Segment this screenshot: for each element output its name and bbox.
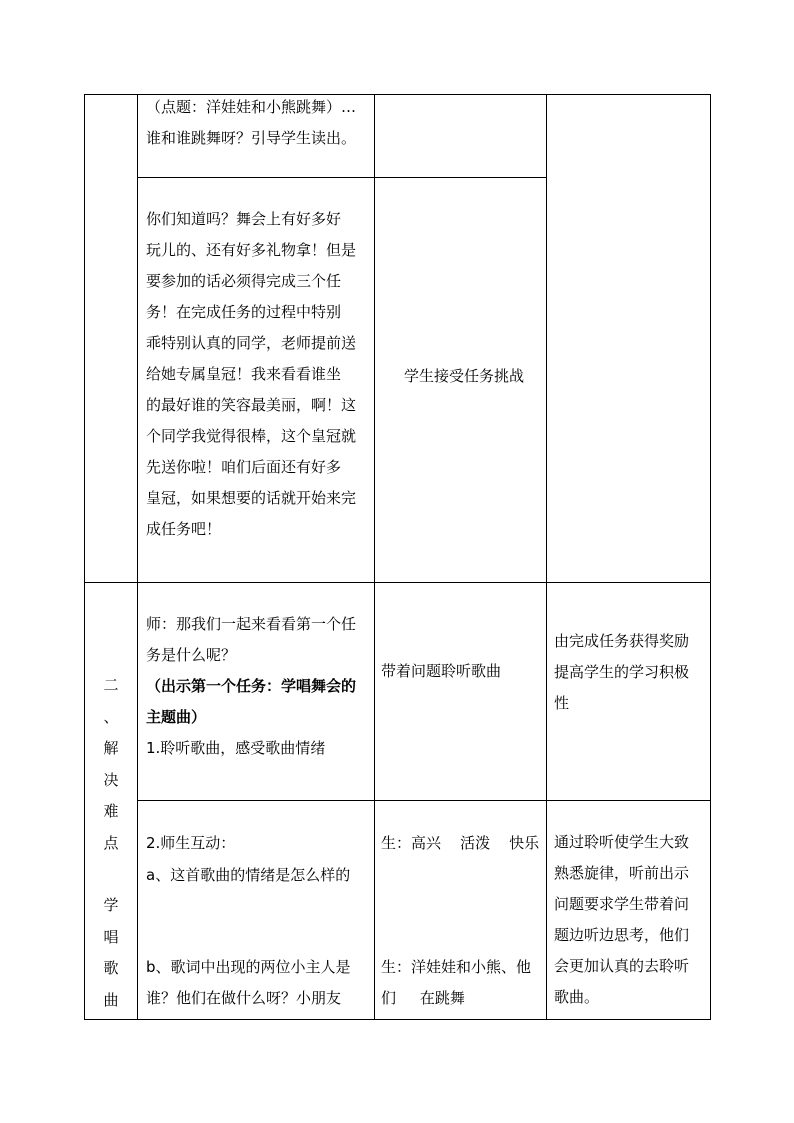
content-line: 给她专属皇冠！我来看看谁坐 — [146, 365, 342, 383]
content-line: a、这首歌曲的情绪是怎么样的 — [146, 866, 351, 884]
content-line: 2.师生互动： — [146, 834, 236, 852]
student-activity: 生：高兴 活泼 快乐 — [381, 834, 540, 852]
intent-line: 会更加认真的去聆听 — [554, 957, 690, 975]
content-line: 的最好谁的笑容最美丽，啊！这 — [146, 396, 357, 414]
table-border-right — [710, 94, 711, 1020]
stage-char: 决 — [103, 770, 119, 789]
stage-char: 曲 — [103, 990, 119, 1009]
intent-line: 提高学生的学习积极 — [554, 663, 690, 681]
content-line: 乖特别认真的同学，老师提前送 — [146, 334, 357, 352]
row3-intent-cell — [554, 626, 689, 719]
column-divider-1 — [137, 94, 138, 1020]
content-line: 谁？他们在做什么呀？小朋友 — [146, 989, 342, 1007]
column-divider-3 — [546, 94, 547, 1020]
row-divider-2 — [84, 582, 711, 583]
intent-line: 熟悉旋律，听前出示 — [554, 864, 690, 882]
row4-content-cell-b — [146, 952, 351, 1014]
table-border-left — [84, 94, 85, 1020]
intent-line: 性 — [554, 694, 570, 712]
content-line: 个同学我觉得很棒，这个皇冠就 — [146, 427, 357, 445]
stage-char: 、 — [103, 707, 119, 726]
stage-char: 解 — [103, 739, 119, 757]
content-line: 师：那我们一起来看看第一个任 — [146, 615, 357, 633]
content-line: 成任务吧！ — [146, 520, 222, 538]
content-line: b、歌词中出现的两位小主人是 — [146, 958, 351, 976]
student-activity: 带着问题聆听歌曲 — [381, 662, 502, 680]
content-line: 你们知道吗？舞会上有好多好 — [146, 210, 342, 228]
stage-char: 二 — [103, 676, 119, 694]
stage-char: 难 — [103, 802, 119, 820]
intent-line: 通过聆听使学生大致 — [554, 833, 690, 851]
row3-content-cell — [146, 609, 356, 764]
row4-intent-cell — [554, 827, 689, 1013]
stage-char: 点 — [103, 833, 119, 852]
content-line: 务是什么呢？ — [146, 646, 237, 664]
content-line-bold: 主题曲） — [146, 708, 207, 726]
column-divider-2 — [374, 94, 375, 1020]
content-line: 务！在完成任务的过程中特别 — [146, 303, 342, 321]
student-activity: 们 在跳舞 — [381, 989, 465, 1007]
row2-student-cell — [404, 363, 524, 389]
stage-char: 学 — [103, 896, 119, 914]
row4-content-cell-a — [146, 827, 350, 891]
stage-char: 唱 — [103, 927, 119, 946]
intent-line: 由完成任务获得奖励 — [554, 632, 690, 650]
intent-line: 问题要求学生带着问 — [554, 895, 690, 913]
content-line: 要参加的话必须得完成三个任 — [146, 272, 342, 290]
row4-student-cell-b — [381, 952, 531, 1014]
row1-content-cell — [146, 92, 356, 154]
stage-label-bottom — [84, 890, 138, 1016]
row-divider-1 — [137, 177, 547, 178]
content-line: 1.聆听歌曲，感受歌曲情绪 — [146, 739, 326, 757]
table-border-bottom — [84, 1019, 711, 1020]
content-line: 皇冠，如果想要的话就开始来完 — [146, 489, 357, 507]
row2-content-cell — [146, 204, 356, 545]
stage-char: 歌 — [103, 959, 119, 977]
stage-label-top — [84, 670, 138, 859]
row-divider-3 — [137, 800, 711, 801]
content-line-bold: （出示第一个任务：学唱舞会的 — [146, 677, 357, 695]
student-activity: 学生接受任务挑战 — [404, 367, 525, 385]
intent-line: 题边听边思考，他们 — [554, 926, 690, 944]
content-line: （点题：洋娃娃和小熊跳舞）… — [146, 98, 357, 116]
content-line: 玩儿的、还有好多礼物拿！但是 — [146, 241, 357, 259]
student-activity: 生：洋娃娃和小熊、他 — [381, 958, 532, 976]
content-line: 谁和谁跳舞呀？引导学生读出。 — [146, 129, 357, 147]
intent-line: 歌曲。 — [554, 988, 600, 1006]
row3-student-cell — [381, 658, 501, 684]
row4-student-cell-a — [381, 830, 539, 856]
content-line: 先送你啦！咱们后面还有好多 — [146, 458, 342, 476]
